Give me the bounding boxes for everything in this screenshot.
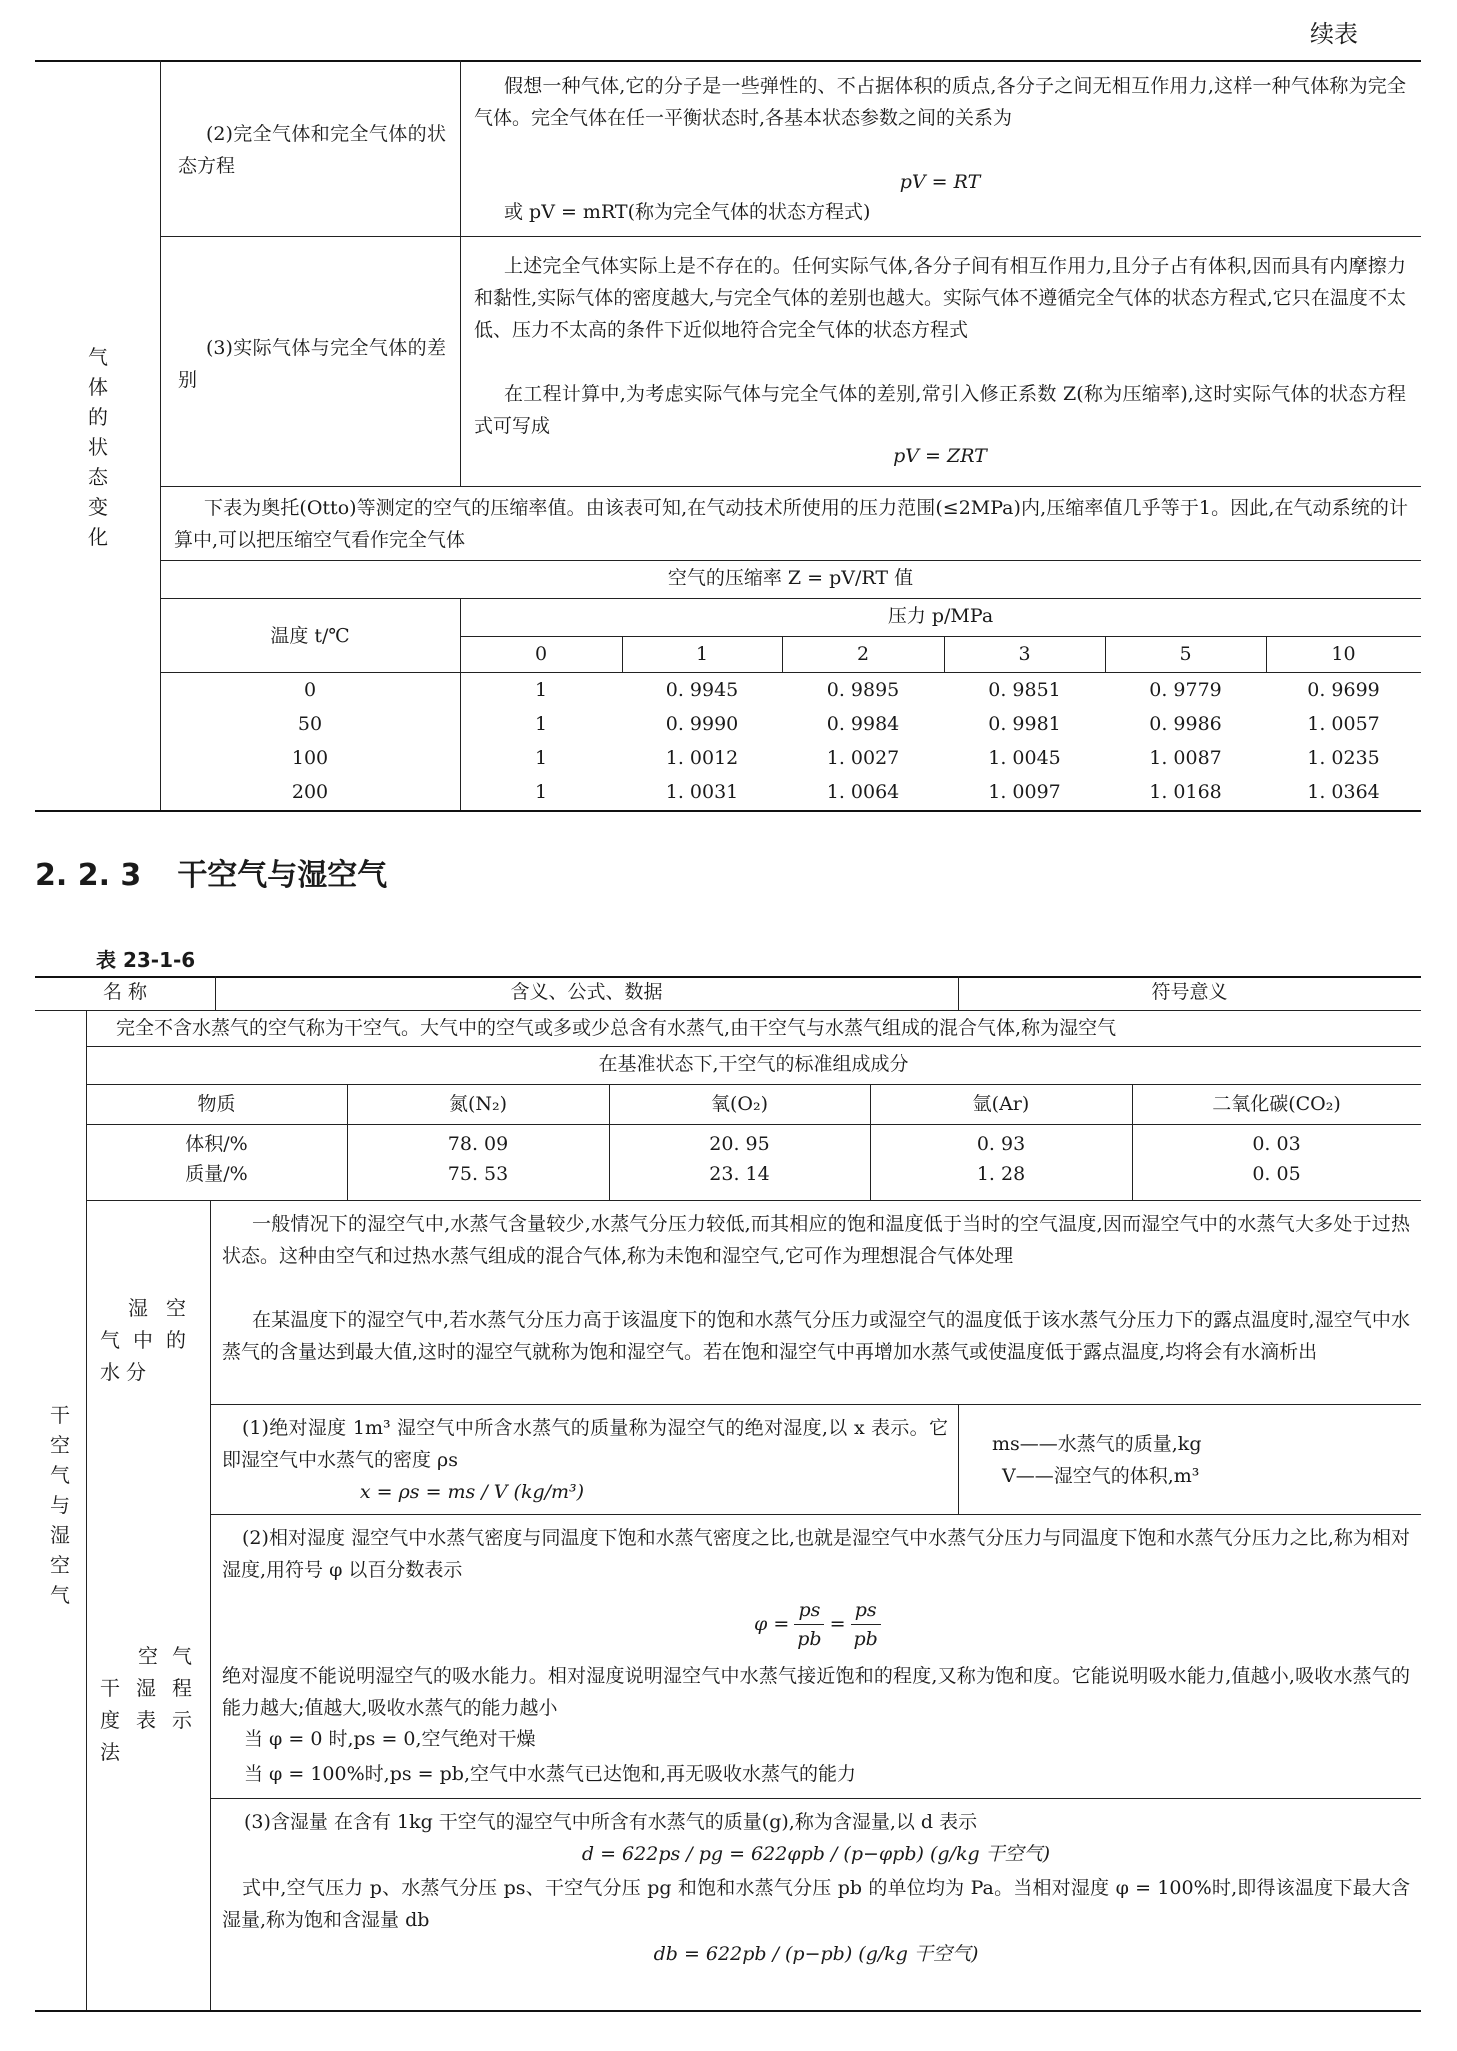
top-table-name-divider (460, 60, 461, 486)
water-text2: 在某温度下的湿空气中,若水蒸气分压力高于该温度下的饱和水蒸气分压力或湿空气的温度低于该水蒸气分压力下的露点温度时,湿空气中水蒸气的含量达到最大值,这时的湿空气就称为饱和湿空气。若在饱和湿空气中再增加水蒸气或使温度低于露点温度,均将会有水滴析出 (222, 1309, 1410, 1363)
row-divider (86, 1200, 1421, 1201)
pressure-value: 0 (534, 643, 548, 665)
row2-formula2: 或 pV = mRT(称为完全气体的状态方程式) (504, 201, 871, 223)
z-value-cell: 0. 9851 (988, 679, 1061, 701)
z-row-temperature: 50 (297, 713, 323, 735)
row3-formula: pV = ZRT (893, 445, 987, 467)
row2-formula: pV = RT (899, 171, 981, 193)
pressure-value: 5 (1179, 643, 1192, 665)
continued-label: 续表 (1310, 20, 1358, 48)
left-vertical-label: 气体的状态变化 (88, 345, 108, 549)
row-divider (160, 598, 1421, 599)
composition-header: 氮(N₂) (448, 1093, 508, 1115)
z-value-cell: 0. 9895 (826, 679, 900, 701)
row-divider (160, 236, 1421, 237)
z-value-cell: 1. 0064 (826, 781, 900, 803)
row-divider (86, 1084, 1421, 1085)
composition-cell: 0. 03 (1252, 1133, 1301, 1155)
equals-sign: = (829, 1613, 846, 1635)
rel-humidity-note3: 当 φ = 100%时,ps = pb,空气中水蒸气已达饱和,再无吸收水蒸气的能力 (244, 1763, 857, 1785)
composition-cell: 0. 05 (1252, 1163, 1301, 1185)
table2-left-vertical: 干空气与湿空气 (50, 1403, 70, 1607)
z-value-cell: 0. 9699 (1307, 679, 1380, 701)
temp-header: 温度 t/℃ (270, 625, 350, 647)
z-value-cell: 0. 9986 (1149, 713, 1222, 735)
z-value-cell: 1 (534, 747, 548, 769)
row2-text: 假想一种气体,它的分子是一些弹性的、不占据体积的质点,各分子之间无相互作用力,这样一种气体称为完全气体。完全气体在任一平衡状态时,各基本状态参数之间的关系为 (474, 75, 1406, 129)
composition-cell: 75. 53 (447, 1163, 509, 1185)
col-divider (958, 1404, 959, 1514)
table2-border-bottom (35, 2010, 1421, 2012)
composition-header: 二氧化碳(CO₂) (1212, 1093, 1341, 1115)
header-symbols: 符号意义 (1151, 981, 1228, 1003)
fraction-2-denominator: pb (853, 1627, 878, 1650)
water-name: 湿空气中的水分 (100, 1296, 192, 1384)
z-value-cell: 0. 9945 (665, 679, 739, 701)
section-title: 干空气与湿空气 (177, 858, 388, 893)
row-divider (160, 486, 1421, 487)
composition-cell: 质量/% (185, 1163, 248, 1185)
z-value-cell: 0. 9779 (1149, 679, 1222, 701)
header-content: 含义、公式、数据 (510, 981, 663, 1003)
row-divider (86, 1124, 1421, 1125)
fraction-2 (850, 1596, 882, 1653)
row3-text2: 在工程计算中,为考虑实际气体与完全气体的差别,常引入修正系数 Z(称为压缩率),这时实际气体的状态方程式可写成 (474, 383, 1406, 437)
section-number: 2. 2. 3 (35, 858, 142, 893)
z-row-temperature: 200 (291, 781, 329, 803)
z-row-temperature: 0 (303, 679, 317, 701)
pressure-value: 10 (1331, 643, 1356, 665)
fraction-1-denominator: pb (797, 1627, 822, 1650)
z-value-cell: 0. 9981 (988, 713, 1061, 735)
pressure-value: 1 (695, 643, 709, 665)
fraction-1-numerator: ps (794, 1596, 824, 1625)
composition-cell: 1. 28 (976, 1163, 1026, 1185)
fraction-2-numerator: ps (851, 1596, 881, 1625)
z-value-cell: 1. 0027 (826, 747, 900, 769)
z-value-cell: 1. 0087 (1149, 747, 1222, 769)
table2-intro: 完全不含水蒸气的空气称为干空气。大气中的空气或多或少总含有水蒸气,由干空气与水蒸气组成的混合气体,称为湿空气 (116, 1017, 1117, 1039)
rel-humidity-text: (2)相对湿度 湿空气中水蒸气密度与同温度下饱和水蒸气密度之比,也就是湿空气中水蒸气分压力与同温度下饱和水蒸气分压力之比,称为相对湿度,用符号 φ 以百分数表示 (222, 1527, 1410, 1581)
z-value-cell: 1. 0097 (988, 781, 1061, 803)
z-value-cell: 1. 0057 (1307, 713, 1380, 735)
composition-header: 氧(O₂) (710, 1093, 769, 1115)
symbol-v: V——湿空气的体积,m³ (1002, 1465, 1200, 1487)
top-table-border-bottom (35, 810, 1421, 812)
row-divider (460, 636, 1421, 637)
pressure-value: 2 (856, 643, 870, 665)
moisture-text: (3)含湿量 在含有 1kg 干空气的湿空气中所含有水蒸气的质量(g),称为含湿量,以 d 表示 (244, 1811, 978, 1833)
dryness-name: 空气干湿程度表示法 (100, 1644, 200, 1764)
row3-name: (3)实际气体与完全气体的差别 (178, 337, 446, 391)
z-value-cell: 1 (534, 781, 548, 803)
pressure-value: 3 (1018, 643, 1031, 665)
col-divider (210, 1200, 211, 2010)
rel-humidity-formula (754, 1592, 886, 1656)
symbol-ms: ms——水蒸气的质量,kg (992, 1433, 1202, 1455)
row-divider (35, 1010, 1421, 1011)
rel-humidity-note2: 当 φ = 0 时,ps = 0,空气绝对干燥 (244, 1728, 536, 1750)
moisture-formula-saturated: db = 622pb / (p−pb) (g/kg 干空气) (653, 1943, 979, 1965)
section-heading (35, 850, 387, 894)
rel-humidity-note1: 绝对湿度不能说明湿空气的吸水能力。相对湿度说明湿空气中水蒸气接近饱和的程度,又称为饱和度。它能说明吸水能力,值越小,吸收水蒸气的能力越大;值越大,吸收水蒸气的能力越小 (222, 1665, 1410, 1719)
z-value-cell: 1. 0012 (665, 747, 739, 769)
composition-cell: 体积/% (185, 1133, 248, 1155)
subtable-title: 空气的压缩率 Z = pV/RT 值 (667, 567, 914, 589)
phi-lhs: φ = (754, 1613, 790, 1635)
row-divider (210, 1514, 1421, 1515)
composition-cell: 0. 93 (976, 1133, 1026, 1155)
z-value-cell: 1. 0364 (1307, 781, 1380, 803)
composition-header: 氩(Ar) (972, 1093, 1030, 1115)
z-value-cell: 1 (534, 713, 548, 735)
z-value-cell: 1. 0045 (988, 747, 1061, 769)
table-label: 表 23-1-6 (96, 948, 196, 972)
row3-text1: 上述完全气体实际上是不存在的。任何实际气体,各分子间有相互作用力,且分子占有体积,因而具有内摩擦力和黏性,实际气体的密度越大,与完全气体的差别也越大。实际气体不遵循完全气体的状态方程式,它只在温度不太低、压力不太高的条件下近似地符合完全气体的状态方程式 (474, 255, 1406, 341)
row-divider (86, 1046, 1421, 1047)
top-table-border-top (35, 60, 1421, 62)
composition-cell: 20. 95 (709, 1133, 770, 1155)
col-divider (958, 976, 959, 1010)
row-divider (160, 560, 1421, 561)
composition-cell: 23. 14 (709, 1163, 770, 1185)
moisture-formula: d = 622ps / pg = 622φpb / (p−φpb) (g/kg 干空气) (581, 1843, 1051, 1865)
row2-name: (2)完全气体和完全气体的状态方程 (178, 123, 446, 177)
z-value-cell: 1. 0168 (1149, 781, 1222, 803)
composition-title: 在基准状态下,干空气的标准组成成分 (598, 1053, 909, 1075)
row-divider (210, 1798, 1421, 1799)
abs-humidity-formula: x = ρs = ms / V (kg/m³) (359, 1481, 585, 1503)
header-name: 名 称 (102, 981, 148, 1003)
composition-header: 物质 (197, 1093, 236, 1115)
row-divider (210, 1404, 1421, 1405)
compressibility-note: 下表为奥托(Otto)等测定的空气的压缩率值。由该表可知,在气动技术所使用的压力范围(≤2MPa)内,压缩率值几乎等于1。因此,在气动系统的计算中,可以把压缩空气看作完全气体 (174, 497, 1408, 551)
pressure-header: 压力 p/MPa (887, 605, 994, 627)
z-value-cell: 1 (534, 679, 548, 701)
fraction-1 (793, 1596, 825, 1653)
z-value-cell: 1. 0031 (665, 781, 739, 803)
col-divider (215, 976, 216, 1010)
z-value-cell: 1. 0235 (1307, 747, 1380, 769)
z-value-cell: 0. 9990 (665, 713, 739, 735)
row-divider (160, 672, 1421, 673)
composition-cell: 78. 09 (447, 1133, 509, 1155)
moisture-note: 式中,空气压力 p、水蒸气分压 ps、干空气分压 pg 和饱和水蒸气分压 pb 的单位均为 Pa。当相对湿度 φ = 100%时,即得该温度下最大含湿量,称为饱和含湿量 db (222, 1877, 1410, 1931)
z-row-temperature: 100 (291, 747, 329, 769)
abs-humidity-text: (1)绝对湿度 1m³ 湿空气中所含水蒸气的质量称为湿空气的绝对湿度,以 x 表示。它即湿空气中水蒸气的密度 ρs (222, 1417, 948, 1471)
water-text1: 一般情况下的湿空气中,水蒸气含量较少,水蒸气分压力较低,而其相应的饱和温度低于当时的空气温度,因而湿空气中的水蒸气大多处于过热状态。这种由空气和过热水蒸气组成的混合气体,称为未饱和湿空气,它可作为理想混合气体处理 (222, 1213, 1410, 1267)
z-value-cell: 0. 9984 (826, 713, 900, 735)
